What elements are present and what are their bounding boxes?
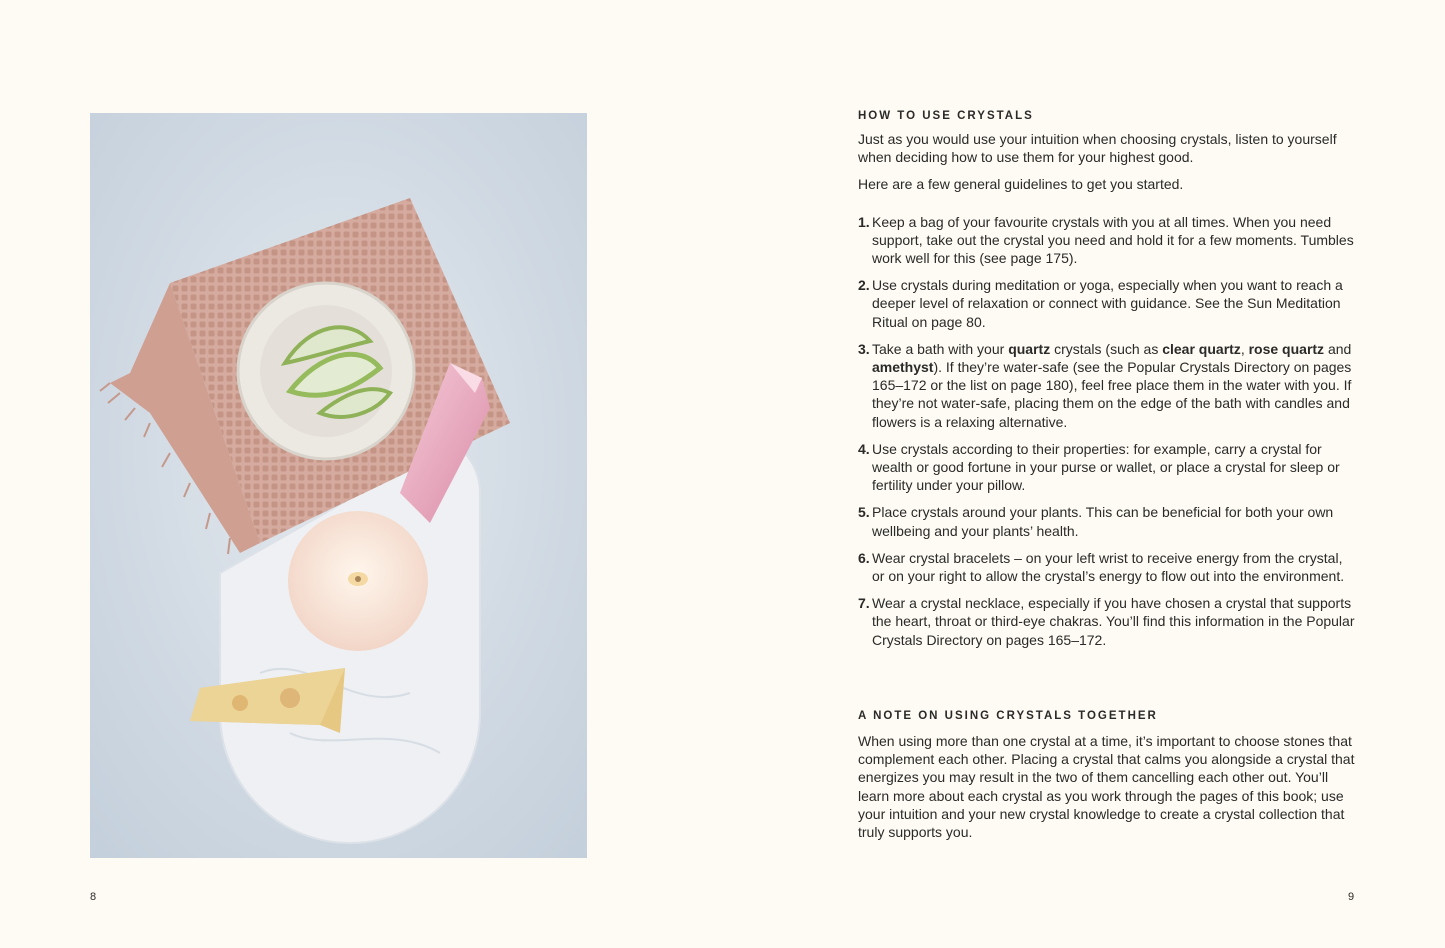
page-number-right: 9 — [1348, 891, 1355, 903]
list-item — [858, 340, 1358, 431]
item-text: Use crystals during meditation or yoga, especially when you want to reach a deeper level of relaxation or connect with guidance. See the Sun Meditation Ritual on page 80. — [872, 277, 1343, 330]
crystal-name: quartz — [1008, 340, 1051, 357]
list-item — [858, 549, 1358, 585]
item-text: Wear crystal bracelets – on your left wrist to receive energy from the crystal, or on your right to allow the crystal’s energy to flow out into the environment. — [872, 549, 1345, 585]
crystal-name: amethyst — [872, 359, 934, 376]
crystal-name: clear quartz — [1162, 340, 1241, 357]
section-heading: A NOTE ON USING CRYSTALS TOGETHER — [858, 710, 1158, 722]
item-number: 7. — [858, 595, 870, 612]
crystal-name: rose quartz — [1248, 340, 1325, 357]
list-item — [858, 440, 1358, 495]
list-item — [858, 503, 1358, 539]
intro-paragraph-2: Here are a few general guidelines to get you started. — [858, 176, 1184, 193]
item-number: 6. — [858, 549, 870, 566]
item-number: 4. — [858, 440, 870, 457]
guidelines-list — [858, 213, 1358, 649]
candle — [288, 511, 428, 651]
section-how-to-use — [858, 110, 1358, 649]
list-item — [858, 276, 1358, 331]
section-heading: HOW TO USE CRYSTALS — [858, 110, 1034, 122]
item-number: 2. — [858, 277, 870, 294]
ceramic-bowl — [238, 283, 414, 459]
item-text: Use crystals according to their properties: for example, carry a crystal for wealth or good fortune in your purse or wallet, or place a crystal for sleep or fertility under your pillow. — [872, 440, 1340, 494]
item-number: 3. — [858, 340, 870, 357]
crystals-photo — [90, 113, 587, 858]
item-text: Place crystals around your plants. This can be beneficial for both your own wellbeing and your plants’ health. — [872, 504, 1334, 539]
list-item — [858, 594, 1358, 649]
item-text: Take a bath with your quartz crystals (such as clear quartz, rose quartz and amethyst). If they’re water-safe (see the Popular Crystals Directory on pages 165–172 or the list on page 180), feel free place them in the water with you. If they’re not water-safe, placing them on the edge of the bath with candles and flowers is a relaxing alternative. — [872, 340, 1352, 430]
page-number-left: 8 — [90, 891, 97, 903]
item-text: Keep a bag of your favourite crystals with you at all times. When you need support, take out the crystal you need and hold it for a few moments. Tumbles work well for this (see page 175). — [872, 213, 1354, 267]
list-item — [858, 213, 1358, 268]
intro-paragraph: Just as you would use your intuition when choosing crystals, listen to yourself when deciding how to use them for your highest good. — [858, 131, 1337, 166]
item-text: Wear a crystal necklace, especially if you have chosen a crystal that supports the heart, throat or third-eye chakras. You’ll find this information in the Popular Crystals Directory on pages 165–172. — [872, 595, 1355, 648]
item-number: 5. — [858, 504, 870, 521]
section-crystals-together — [858, 710, 1358, 841]
body-paragraph: When using more than one crystal at a time, it’s important to choose stones that complement each other. Placing a crystal that calms you alongside a crystal that energizes you may result in the two of them cancelling each other out. You’ll learn more about each crystal as you work through the pages of this book; use your intuition and your new crystal knowledge to create a crystal collection that truly supports you. — [858, 733, 1355, 841]
item-number: 1. — [858, 213, 870, 230]
